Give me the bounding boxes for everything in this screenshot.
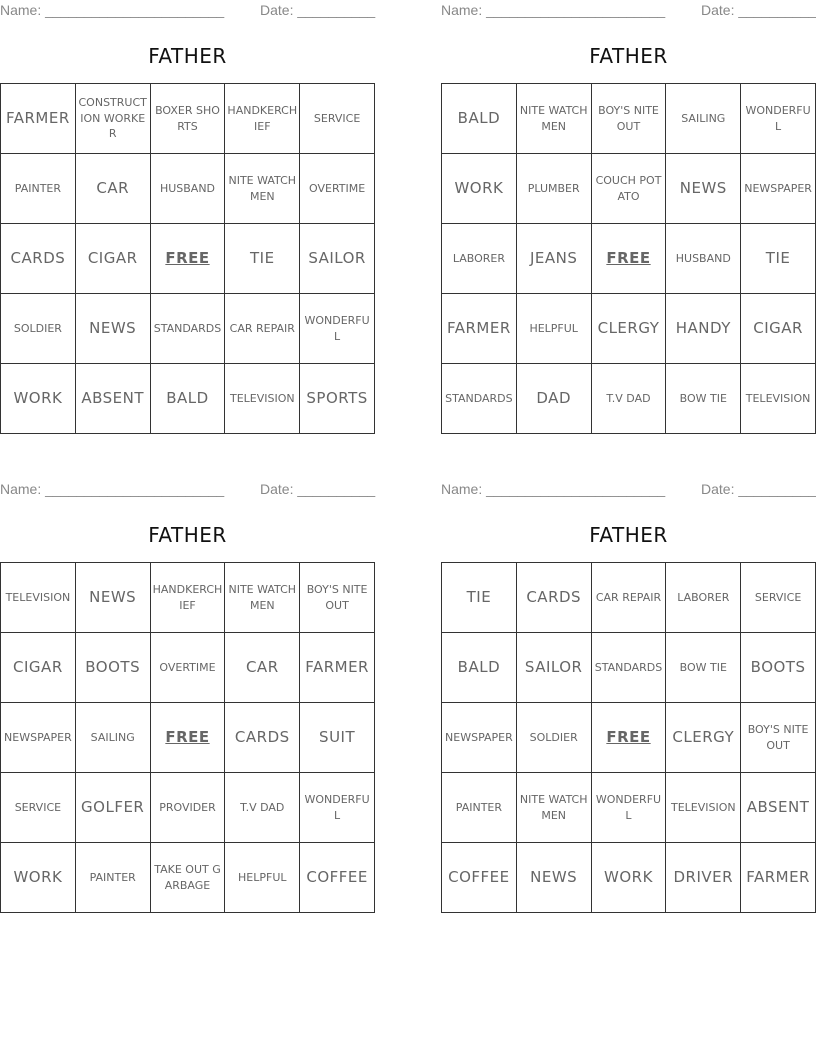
date-field[interactable]: Date: __________ — [260, 481, 376, 497]
bingo-cell: SAILING — [666, 84, 741, 154]
bingo-cell: BOW TIE — [666, 364, 741, 434]
bingo-cell: PAINTER — [76, 843, 151, 913]
card-header — [441, 0, 816, 22]
bingo-cell: WONDERFUL — [741, 84, 816, 154]
bingo-cell: LABORER — [442, 224, 517, 294]
bingo-cell: SERVICE — [300, 84, 375, 154]
bingo-cell: PAINTER — [442, 773, 517, 843]
bingo-grid — [441, 83, 816, 434]
bingo-cell: T.V DAD — [592, 364, 667, 434]
bingo-cell: T.V DAD — [225, 773, 300, 843]
bingo-cell: CARDS — [225, 703, 300, 773]
bingo-cell: CLERGY — [666, 703, 741, 773]
bingo-cell: SAILOR — [300, 224, 375, 294]
bingo-cell: ABSENT — [76, 364, 151, 434]
bingo-cell: PROVIDER — [151, 773, 226, 843]
bingo-cell: FARMER — [741, 843, 816, 913]
bingo-cell: DAD — [517, 364, 592, 434]
bingo-cell: NITE WATCHMEN — [225, 563, 300, 633]
bingo-cell: CIGAR — [76, 224, 151, 294]
bingo-cell: WORK — [592, 843, 667, 913]
bingo-cell: CIGAR — [741, 294, 816, 364]
bingo-cell: CAR — [225, 633, 300, 703]
bingo-cell: STANDARDS — [592, 633, 667, 703]
bingo-cell: TIE — [741, 224, 816, 294]
bingo-cell: BALD — [151, 364, 226, 434]
bingo-cell: TIE — [442, 563, 517, 633]
bingo-cell: WORK — [442, 154, 517, 224]
bingo-cell: BOW TIE — [666, 633, 741, 703]
card-title: FATHER — [589, 44, 668, 68]
bingo-cell: WORK — [1, 364, 76, 434]
bingo-cell: STANDARDS — [442, 364, 517, 434]
bingo-grid — [0, 83, 375, 434]
date-field[interactable]: Date: __________ — [701, 481, 816, 497]
bingo-cell: COFFEE — [300, 843, 375, 913]
bingo-cell: SERVICE — [1, 773, 76, 843]
bingo-cell: CAR REPAIR — [225, 294, 300, 364]
bingo-cell: BALD — [442, 84, 517, 154]
bingo-cell: NEWSPAPER — [741, 154, 816, 224]
bingo-cell: TELEVISION — [741, 364, 816, 434]
bingo-cell: NEWS — [76, 294, 151, 364]
bingo-cell: NEWS — [666, 154, 741, 224]
bingo-cell: HUSBAND — [666, 224, 741, 294]
bingo-cell: SERVICE — [741, 563, 816, 633]
name-field[interactable]: Name: _______________________ — [441, 481, 666, 497]
bingo-cell: WONDERFUL — [592, 773, 667, 843]
bingo-cell: HELPFUL — [517, 294, 592, 364]
bingo-card-3 — [0, 479, 376, 892]
bingo-cell: BALD — [442, 633, 517, 703]
bingo-cell: NITE WATCHMEN — [517, 84, 592, 154]
bingo-cell: CARDS — [1, 224, 76, 294]
bingo-cell: NEWSPAPER — [1, 703, 76, 773]
bingo-cell: HANDKERCHIEF — [225, 84, 300, 154]
bingo-cell: CAR REPAIR — [592, 563, 667, 633]
bingo-grid — [0, 562, 375, 913]
bingo-cell: NEWS — [517, 843, 592, 913]
bingo-cell: WONDERFUL — [300, 294, 375, 364]
bingo-cell: JEANS — [517, 224, 592, 294]
bingo-cell: GOLFER — [76, 773, 151, 843]
card-title: FATHER — [589, 523, 668, 547]
name-field[interactable]: Name: _______________________ — [441, 2, 666, 18]
bingo-cell: NITE WATCHMEN — [225, 154, 300, 224]
bingo-cell: BOXER SHORTS — [151, 84, 226, 154]
bingo-cell: CONSTRUCTION WORKER — [76, 84, 151, 154]
bingo-cell: SPORTS — [300, 364, 375, 434]
bingo-cell: SUIT — [300, 703, 375, 773]
bingo-cell: COUCH POTATO — [592, 154, 667, 224]
bingo-card-4 — [441, 479, 816, 886]
free-space: FREE — [151, 703, 226, 773]
bingo-cell: NITE WATCHMEN — [517, 773, 592, 843]
bingo-cell: BOY'S NITE OUT — [592, 84, 667, 154]
bingo-cell: LABORER — [666, 563, 741, 633]
bingo-cell: TIE — [225, 224, 300, 294]
bingo-cell: HELPFUL — [225, 843, 300, 913]
bingo-cell: SOLDIER — [1, 294, 76, 364]
bingo-cell: BOY'S NITE OUT — [741, 703, 816, 773]
bingo-cell: CAR — [76, 154, 151, 224]
name-field[interactable]: Name: _______________________ — [0, 2, 225, 18]
bingo-cell: WONDERFUL — [300, 773, 375, 843]
bingo-cell: ABSENT — [741, 773, 816, 843]
card-title: FATHER — [148, 44, 227, 68]
card-header — [0, 0, 375, 22]
bingo-cell: FARMER — [300, 633, 375, 703]
bingo-cell: BOOTS — [741, 633, 816, 703]
bingo-cell: FARMER — [442, 294, 517, 364]
bingo-cell: NEWS — [76, 563, 151, 633]
free-space: FREE — [592, 224, 667, 294]
bingo-cell: NEWSPAPER — [442, 703, 517, 773]
bingo-cell: PAINTER — [1, 154, 76, 224]
bingo-cell: TELEVISION — [225, 364, 300, 434]
free-space: FREE — [151, 224, 226, 294]
bingo-cell: OVERTIME — [300, 154, 375, 224]
bingo-cell: CIGAR — [1, 633, 76, 703]
bingo-card-2 — [441, 0, 816, 407]
bingo-cell: HUSBAND — [151, 154, 226, 224]
bingo-cell: STANDARDS — [151, 294, 226, 364]
bingo-cell: PLUMBER — [517, 154, 592, 224]
card-header — [441, 479, 816, 501]
bingo-cell: SAILING — [76, 703, 151, 773]
card-title: FATHER — [148, 523, 227, 547]
bingo-cell: BOOTS — [76, 633, 151, 703]
bingo-cell: CLERGY — [592, 294, 667, 364]
name-field[interactable]: Name: _______________________ — [0, 481, 225, 497]
bingo-cell: SAILOR — [517, 633, 592, 703]
bingo-card-1 — [0, 0, 376, 407]
bingo-cell: OVERTIME — [151, 633, 226, 703]
bingo-cell: BOY'S NITE OUT — [300, 563, 375, 633]
bingo-cell: HANDY — [666, 294, 741, 364]
bingo-grid — [441, 562, 816, 913]
date-field[interactable]: Date: __________ — [260, 2, 376, 18]
free-space: FREE — [592, 703, 667, 773]
card-header — [0, 479, 375, 501]
bingo-cell: DRIVER — [666, 843, 741, 913]
bingo-cell: CARDS — [517, 563, 592, 633]
date-field[interactable]: Date: __________ — [701, 2, 816, 18]
bingo-cell: TELEVISION — [1, 563, 76, 633]
bingo-cell: COFFEE — [442, 843, 517, 913]
bingo-cell: HANDKERCHIEF — [151, 563, 226, 633]
bingo-cell: FARMER — [1, 84, 76, 154]
bingo-cell: WORK — [1, 843, 76, 913]
bingo-cell: TAKE OUT GARBAGE — [151, 843, 226, 913]
bingo-cell: TELEVISION — [666, 773, 741, 843]
bingo-cell: SOLDIER — [517, 703, 592, 773]
